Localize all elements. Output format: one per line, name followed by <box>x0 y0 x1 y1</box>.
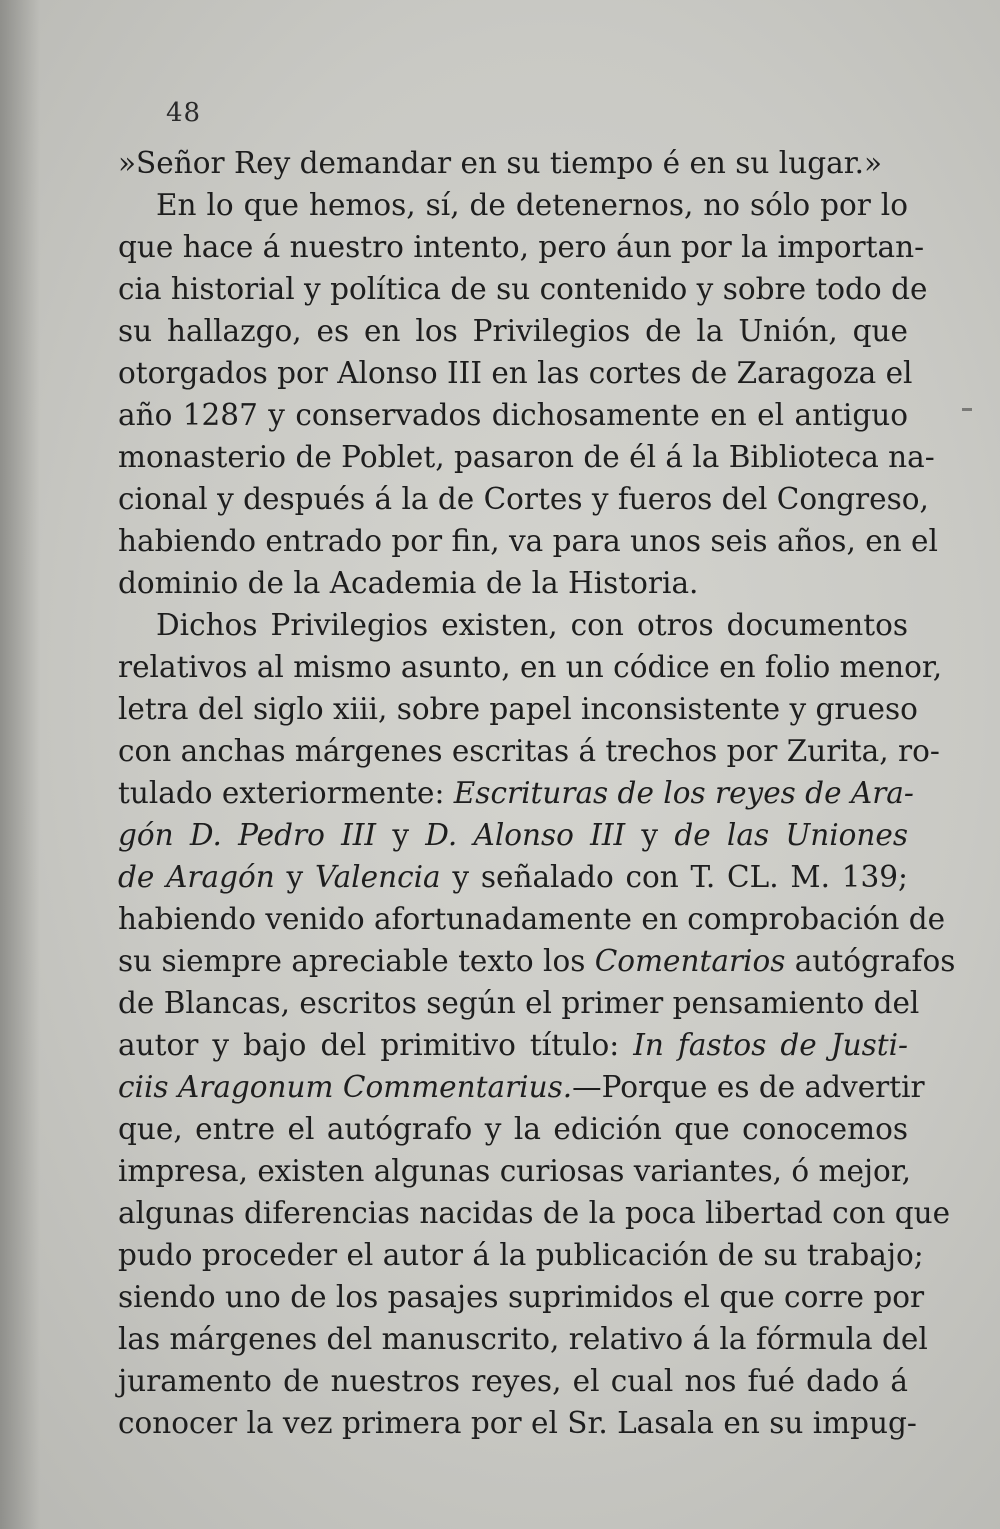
italic-title: Valencia <box>315 860 441 894</box>
italic-title: Comentarios <box>594 944 786 978</box>
italic-title: In fastos de Justi- <box>633 1028 908 1062</box>
text-line: de Aragón y Valencia y señalado con T. CL. M. 139; <box>118 860 908 894</box>
margin-mark <box>962 408 972 411</box>
text-line: año 1287 y conservados dichosamente en el antiguo <box>118 398 908 432</box>
page-shadow-edge <box>0 0 40 1529</box>
text-line: otorgados por Alonso III en las cortes de Zaragoza el <box>118 356 913 390</box>
text-line: pudo proceder el autor á la publicación de su trabajo; <box>118 1238 924 1272</box>
text-line: que, entre el autógrafo y la edición que conocemos <box>118 1112 908 1146</box>
text-line: »Señor Rey demandar en su tiempo é en su lugar.» <box>118 146 882 180</box>
italic-title: ciis Aragonum Commentarius. <box>118 1070 573 1104</box>
text-line: monasterio de Poblet, pasaron de él á la Biblioteca na- <box>118 440 935 474</box>
italic-title: de Aragón <box>118 860 275 894</box>
text-line: con anchas márgenes escritas á trechos por Zurita, ro- <box>118 734 940 768</box>
text-line: que hace á nuestro intento, pero áun por la importan- <box>118 230 925 264</box>
text-line: letra del siglo xiii, sobre papel inconsistente y grueso <box>118 692 918 726</box>
italic-title: Escrituras de los reyes de Ara- <box>453 776 914 810</box>
text-line: cia historial y política de su contenido y sobre todo de <box>118 272 928 306</box>
text-line: de Blancas, escritos según el primer pensamiento del <box>118 986 920 1020</box>
italic-title: D. Alonso III <box>425 818 626 852</box>
text-line: juramento de nuestros reyes, el cual nos fué dado á <box>118 1364 908 1398</box>
body-text <box>118 142 956 1444</box>
page-number: 48 <box>166 98 202 128</box>
text-line: En lo que hemos, sí, de detenernos, no sólo por lo <box>156 188 908 222</box>
text-line: cional y después á la de Cortes y fueros del Congreso, <box>118 482 929 516</box>
text-line: algunas diferencias nacidas de la poca libertad con que <box>118 1196 951 1230</box>
text-line: ciis Aragonum Commentarius.—Porque es de advertir <box>118 1070 925 1104</box>
text-line: Dichos Privilegios existen, con otros documentos <box>156 608 908 642</box>
italic-title: de las Uniones <box>674 818 908 852</box>
text-line: gón D. Pedro III y D. Alonso III y de las Uniones <box>118 818 908 852</box>
text-line: dominio de la Academia de la Historia. <box>118 566 699 600</box>
text-line: impresa, existen algunas curiosas variantes, ó mejor, <box>118 1154 912 1188</box>
italic-title: gón D. Pedro III <box>118 818 377 852</box>
text-line: siendo uno de los pasajes suprimidos el que corre por <box>118 1280 925 1314</box>
text-line: su siempre apreciable texto los Comentarios autógrafos <box>118 944 956 978</box>
text-line: autor y bajo del primitivo título: In fastos de Justi- <box>118 1028 908 1062</box>
text-line: habiendo entrado por fin, va para unos seis años, en el <box>118 524 938 558</box>
text-line: las márgenes del manuscrito, relativo á la fórmula del <box>118 1322 928 1356</box>
text-line: relativos al mismo asunto, en un códice en folio menor, <box>118 650 943 684</box>
text-line: su hallazgo, es en los Privilegios de la Unión, que <box>118 314 908 348</box>
text-line: habiendo venido afortunadamente en comprobación de <box>118 902 946 936</box>
text-line: conocer la vez primera por el Sr. Lasala en su impug- <box>118 1406 917 1440</box>
text-line: tulado exteriormente: Escrituras de los reyes de Ara- <box>118 776 914 810</box>
